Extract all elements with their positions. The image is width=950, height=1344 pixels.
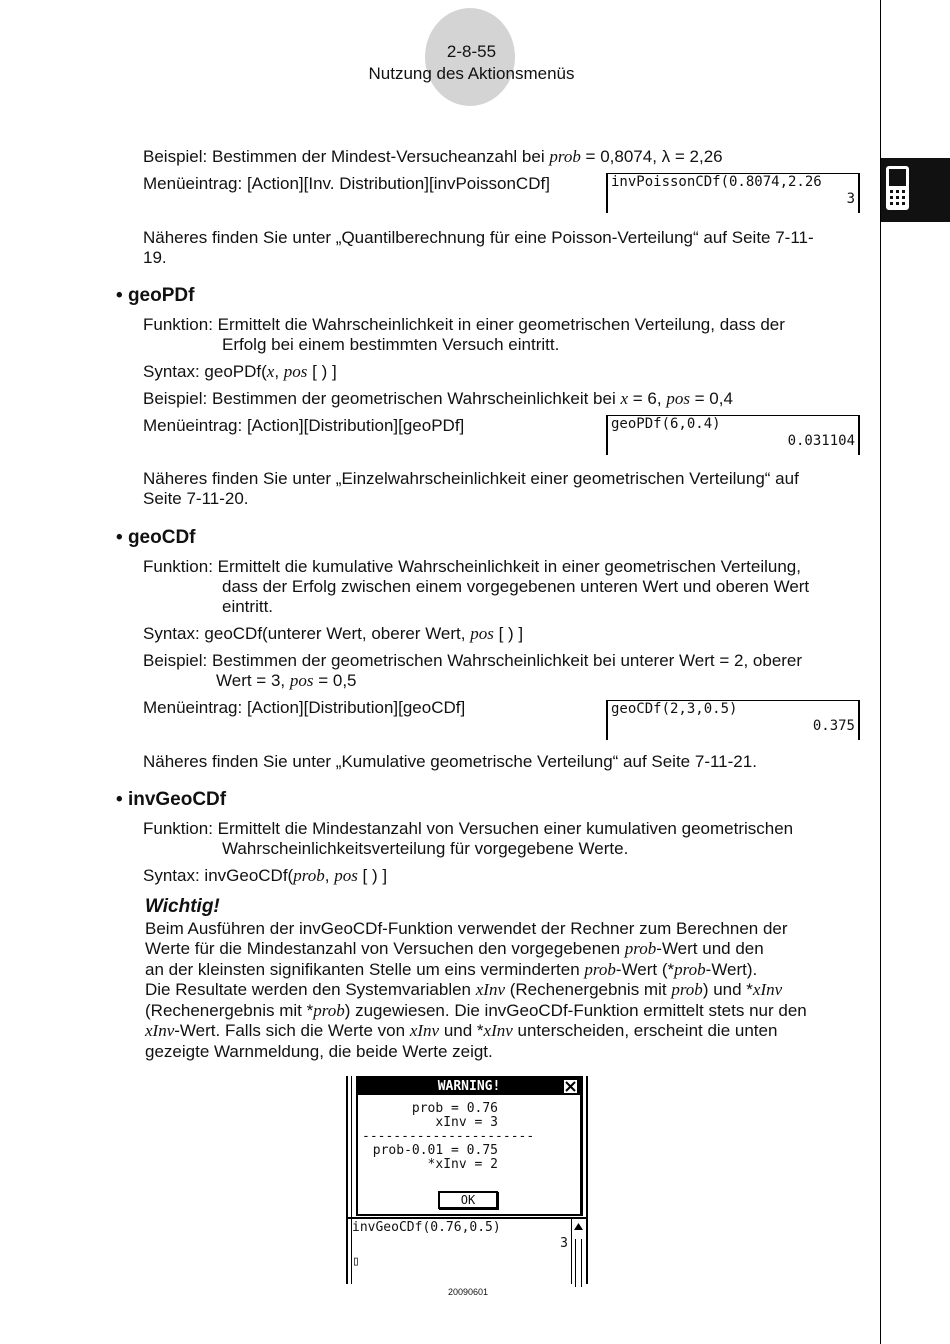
calculator-icon: [881, 158, 950, 222]
funktion-text-cont: Erfolg bei einem bestimmten Versuch eintritt.: [222, 335, 560, 354]
funktion-text-cont: dass der Erfolg zwischen einem vorgegebenen unteren Wert und oberen Wert: [222, 577, 810, 596]
screen-border-right: [586, 1076, 588, 1284]
section-heading-geocdf: • geoCDf: [116, 527, 196, 548]
calculator-screenshot: [346, 1076, 588, 1284]
calc-input: geoCDf(2,3,0.5): [611, 701, 738, 717]
example-line: Beispiel: Bestimmen der Mindest-Versucheanzahl bei prob = 0,8074, λ = 2,26: [143, 147, 723, 166]
work-area-top-border: [348, 1217, 586, 1219]
important-text: Die Resultate werden den Systemvariablen xInv (Rechenergebnis mit prob) und *xInv: [145, 980, 783, 999]
image-code: 20090601: [447, 1287, 489, 1297]
funktion-text: Funktion: Ermittelt die Wahrscheinlichkeit in einer geometrischen Verteilung, dass der: [143, 315, 785, 334]
calc-result: 3: [560, 1236, 568, 1251]
menu-entry: Menüeintrag: [Action][Distribution][geoPDf]: [143, 416, 465, 435]
warning-dialog: [356, 1076, 582, 1216]
scrollbar[interactable]: [571, 1219, 585, 1284]
page-number: 2-8-55: [446, 42, 497, 61]
scrollbar-track[interactable]: [575, 1239, 582, 1287]
screen-border-right-inner: [582, 1076, 583, 1216]
section-heading-invgeocdf: • invGeoCDf: [116, 789, 227, 810]
example-line: Beispiel: Bestimmen der geometrischen Wahrscheinlichkeit bei x = 6, pos = 0,4: [143, 389, 733, 408]
text-cursor[interactable]: ▯: [352, 1254, 360, 1269]
warning-prob-line: prob = 0.76: [411, 1101, 498, 1116]
funktion-text-cont: eintritt.: [222, 597, 274, 616]
funktion-text-cont: Wahrscheinlichkeitsverteilung für vorgegebene Werte.: [222, 839, 629, 858]
syntax-text: Syntax: geoCDf(unterer Wert, oberer Wert, pos [ ) ]: [143, 624, 524, 643]
close-button[interactable]: [564, 1080, 577, 1093]
syntax-text: Syntax: geoPDf(x, pos [ ) ]: [143, 362, 337, 381]
important-heading: Wichtig!: [145, 896, 220, 917]
funktion-text: Funktion: Ermittelt die Mindestanzahl von Versuchen einer kumulativen geometrischen: [143, 819, 794, 838]
calc-input: invGeoCDf(0.76,0.5): [352, 1220, 501, 1235]
important-text: xInv-Wert. Falls sich die Werte von xInv und *xInv unterscheiden, erscheint die unten: [145, 1021, 778, 1040]
example-line-cont: Wert = 3, pos = 0,5: [216, 671, 357, 690]
calc-input: geoPDf(6,0.4): [611, 416, 721, 432]
calc-screen: [606, 173, 860, 213]
reference-note: Näheres finden Sie unter „Quantilberechnung für eine Poisson-Verteilung“ auf Seite 7-11-: [143, 228, 814, 247]
warning-xinv-adjusted-line: *xInv = 2: [427, 1157, 498, 1172]
warning-xinv-line: xInv = 3: [435, 1115, 498, 1130]
example-line: Beispiel: Bestimmen der geometrischen Wahrscheinlichkeit bei unterer Wert = 2, oberer: [143, 651, 803, 670]
reference-note: Näheres finden Sie unter „Einzelwahrscheinlichkeit einer geometrischen Verteilung“ auf: [143, 469, 799, 488]
calc-input: invPoissonCDf(0.8074,2.26: [611, 174, 822, 190]
important-text: Beim Ausführen der invGeoCDf-Funktion verwendet der Rechner zum Berechnen der: [145, 919, 788, 938]
scroll-up-icon: [572, 1220, 585, 1232]
warning-prob-adjusted-line: prob-0.01 = 0.75: [372, 1143, 498, 1158]
calc-screen: [606, 415, 860, 455]
calc-result: 3: [846, 191, 855, 207]
reference-note: Näheres finden Sie unter „Kumulative geometrische Verteilung“ auf Seite 7-11-21.: [143, 752, 757, 771]
chapter-tab: [881, 158, 950, 222]
reference-note-cont: 19.: [143, 248, 167, 267]
menu-entry: Menüeintrag: [Action][Inv. Distribution][invPoissonCDf]: [143, 174, 550, 193]
important-text: Werte für die Mindestanzahl von Versuchen den vorgegebenen prob-Wert und den: [145, 939, 764, 958]
section-title: Nutzung des Aktionsmenüs: [368, 64, 575, 83]
important-text: (Rechenergebnis mit *prob) zugewiesen. Die invGeoCDf-Funktion ermittelt stets nur den: [145, 1001, 807, 1020]
ok-button[interactable]: OK: [438, 1191, 498, 1209]
warning-titlebar: [358, 1078, 580, 1095]
important-text: gezeigte Warnmeldung, die beide Werte zeigt.: [145, 1042, 493, 1061]
screen-border-left-inner: [351, 1076, 352, 1284]
calc-screen: [606, 700, 860, 740]
syntax-text: Syntax: invGeoCDf(prob, pos [ ) ]: [143, 866, 388, 885]
section-heading-geopdf: • geoPDf: [116, 285, 195, 306]
warning-title: WARNING!: [437, 1079, 501, 1094]
calc-result: 0.375: [812, 718, 855, 734]
close-icon: [564, 1080, 577, 1093]
funktion-text: Funktion: Ermittelt die kumulative Wahrscheinlichkeit in einer geometrischen Verteilung,: [143, 557, 801, 576]
calc-result: 0.031104: [787, 433, 855, 449]
reference-note-cont: Seite 7-11-20.: [143, 489, 249, 508]
screen-border-left: [346, 1076, 348, 1284]
important-text: an der kleinsten signifikanten Stelle um eins verminderten prob-Wert (*prob-Wert).: [145, 960, 758, 979]
warning-separator: ----------------------: [362, 1129, 535, 1144]
menu-entry: Menüeintrag: [Action][Distribution][geoCDf]: [143, 698, 466, 717]
